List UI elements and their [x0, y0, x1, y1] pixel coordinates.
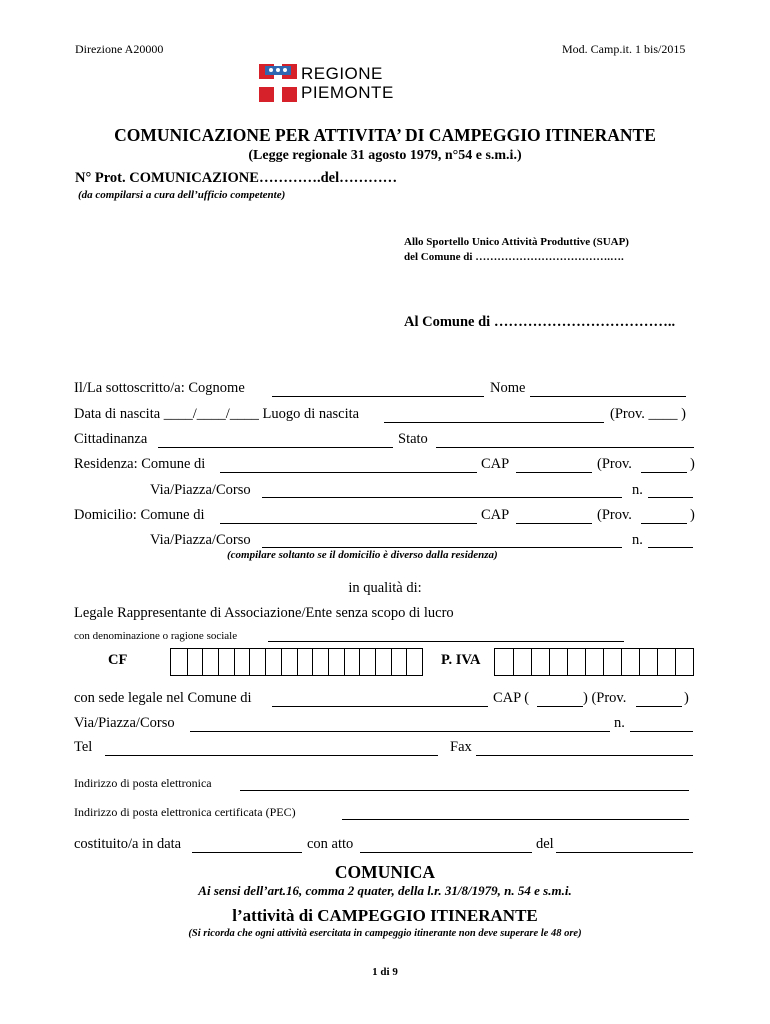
- label-cognome: Il/La sottoscritto/a: Cognome: [74, 380, 245, 396]
- label-residenza-n: n.: [632, 482, 643, 498]
- sede-n-label: n.: [614, 715, 625, 731]
- char-cell-divider: [657, 649, 658, 675]
- label-cittadinanza: Cittadinanza: [74, 431, 148, 447]
- header-form-code: Mod. Camp.it. 1 bis/2015: [562, 42, 686, 56]
- char-cell-divider: [549, 649, 550, 675]
- char-cell-divider: [297, 649, 298, 675]
- page-subtitle: (Legge regionale 31 agosto 1979, n°54 e s.m.i.): [248, 148, 522, 163]
- del-label: del: [536, 836, 554, 852]
- char-cell-divider: [265, 649, 266, 675]
- comunica-subtitle: Ai sensi dell’art.16, comma 2 quater, della l.r. 31/8/1979, n. 54 e s.m.i.: [198, 883, 572, 898]
- suap-line2: del Comune di ……………………………….….: [404, 251, 624, 263]
- char-cell-divider: [344, 649, 345, 675]
- suap-line1: Allo Sportello Unico Attività Produttive (SUAP): [404, 236, 629, 248]
- costituito-data-field[interactable]: [192, 852, 302, 853]
- domicilio-cap-field[interactable]: [516, 523, 592, 524]
- label-stato: Stato: [398, 431, 428, 447]
- label-residenza-via: Via/Piazza/Corso: [150, 482, 251, 498]
- denominazione-label: con denominazione o ragione sociale: [74, 630, 238, 642]
- label-domicilio-via: Via/Piazza/Corso: [150, 532, 251, 548]
- char-cell-divider: [249, 649, 250, 675]
- label-domicilio: Domicilio: Comune di: [74, 507, 205, 523]
- sede-prov-label: ) (Prov.: [583, 690, 627, 706]
- residenza-prov-field[interactable]: [641, 472, 687, 473]
- label-domicilio-prov: (Prov.: [597, 507, 632, 523]
- label-domicilio-cap: CAP: [481, 507, 510, 523]
- char-cell-divider: [202, 649, 203, 675]
- residenza-via-field[interactable]: [262, 497, 622, 498]
- del-field[interactable]: [556, 852, 693, 853]
- label-residenza-prov: (Prov.: [597, 456, 632, 472]
- sede-prov-field[interactable]: [636, 706, 682, 707]
- email-field[interactable]: [240, 790, 689, 791]
- tel-field[interactable]: [105, 755, 438, 756]
- char-cell-divider: [281, 649, 282, 675]
- sede-comune-field[interactable]: [272, 706, 488, 707]
- label-domicilio-n: n.: [632, 532, 643, 548]
- char-cell-divider: [391, 649, 392, 675]
- char-cell-divider: [567, 649, 568, 675]
- domicilio-note: (compilare soltanto se il domicilio è diverso dalla residenza): [227, 549, 498, 561]
- char-cell-divider: [375, 649, 376, 675]
- char-cell-divider: [187, 649, 188, 675]
- regione-piemonte-logo: [259, 64, 394, 104]
- sede-via-field[interactable]: [190, 731, 610, 732]
- char-cell-divider: [328, 649, 329, 675]
- residenza-comune-field[interactable]: [220, 472, 477, 473]
- char-cell-divider: [621, 649, 622, 675]
- char-cell-divider: [639, 649, 640, 675]
- cittadinanza-field[interactable]: [158, 447, 393, 448]
- label-residenza: Residenza: Comune di: [74, 456, 206, 472]
- domicilio-comune-field[interactable]: [220, 523, 477, 524]
- attivita-title: l’attività di CAMPEGGIO ITINERANTE: [232, 906, 538, 925]
- char-cell-divider: [513, 649, 514, 675]
- domicilio-n-field[interactable]: [648, 547, 693, 548]
- fax-label: Fax: [450, 739, 472, 755]
- piva-label: P. IVA: [441, 652, 481, 668]
- char-cell-divider: [406, 649, 407, 675]
- char-cell-divider: [531, 649, 532, 675]
- sede-label: con sede legale nel Comune di: [74, 690, 252, 706]
- nome-field[interactable]: [530, 396, 686, 397]
- luogo-nascita-field[interactable]: [384, 422, 604, 423]
- piva-boxes[interactable]: [494, 648, 694, 676]
- shield-icon: [259, 64, 297, 102]
- cf-boxes[interactable]: [170, 648, 423, 676]
- denominazione-field[interactable]: [268, 641, 624, 642]
- costituito-label: costituito/a in data: [74, 836, 182, 852]
- page-title: COMUNICAZIONE PER ATTIVITA’ DI CAMPEGGIO ITINERANTE: [114, 125, 656, 145]
- label-residenza-cap: CAP: [481, 456, 510, 472]
- tel-label: Tel: [74, 739, 93, 755]
- page-number: 1 di 9: [372, 966, 398, 978]
- atto-field[interactable]: [360, 852, 532, 853]
- logo-text-regione: REGIONE: [301, 64, 383, 83]
- domicilio-prov-close: ): [690, 507, 695, 523]
- char-cell-divider: [312, 649, 313, 675]
- pec-field[interactable]: [342, 819, 689, 820]
- pec-label: Indirizzo di posta elettronica certificata (PEC): [74, 805, 296, 819]
- label-data-nascita: Data di nascita ____/____/____ Luogo di nascita: [74, 406, 360, 422]
- email-label: Indirizzo di posta elettronica: [74, 776, 212, 790]
- domicilio-prov-field[interactable]: [641, 523, 687, 524]
- label-nome: Nome: [490, 380, 526, 396]
- char-cell-divider: [675, 649, 676, 675]
- header-directorate: Direzione A20000: [75, 42, 164, 56]
- residenza-prov-close: ): [690, 456, 695, 472]
- char-cell-divider: [359, 649, 360, 675]
- residenza-cap-field[interactable]: [516, 472, 592, 473]
- cf-label: CF: [108, 652, 128, 668]
- protocol-line: N° Prot. COMUNICAZIONE………….del…………: [75, 170, 398, 186]
- fax-field[interactable]: [476, 755, 693, 756]
- comunica-title: COMUNICA: [334, 862, 436, 882]
- char-cell-divider: [585, 649, 586, 675]
- cognome-field[interactable]: [272, 396, 484, 397]
- char-cell-divider: [218, 649, 219, 675]
- char-cell-divider: [234, 649, 235, 675]
- sede-via-label: Via/Piazza/Corso: [74, 715, 175, 731]
- sede-n-field[interactable]: [630, 731, 693, 732]
- sede-cap-field[interactable]: [537, 706, 583, 707]
- legale-rappresentante-label: Legale Rappresentante di Associazione/Ente senza scopo di lucro: [74, 605, 454, 621]
- residenza-n-field[interactable]: [648, 497, 693, 498]
- in-qualita-label: in qualità di:: [348, 580, 422, 596]
- atto-label: con atto: [307, 836, 354, 852]
- domicilio-via-field[interactable]: [262, 547, 622, 548]
- logo-text-piemonte: PIEMONTE: [301, 83, 394, 102]
- protocol-note: (da compilarsi a cura dell’ufficio competente): [78, 189, 286, 201]
- label-prov-nascita: (Prov. ____ ): [610, 406, 686, 422]
- sede-prov-close: ): [684, 690, 689, 706]
- char-cell-divider: [603, 649, 604, 675]
- stato-field[interactable]: [436, 447, 694, 448]
- al-comune: Al Comune di ………………………………..: [404, 314, 676, 330]
- attivita-note: (Si ricorda che ogni attività esercitata in campeggio itinerante non deve superare le 48 ore): [188, 928, 582, 939]
- sede-cap-label: CAP (: [493, 690, 530, 706]
